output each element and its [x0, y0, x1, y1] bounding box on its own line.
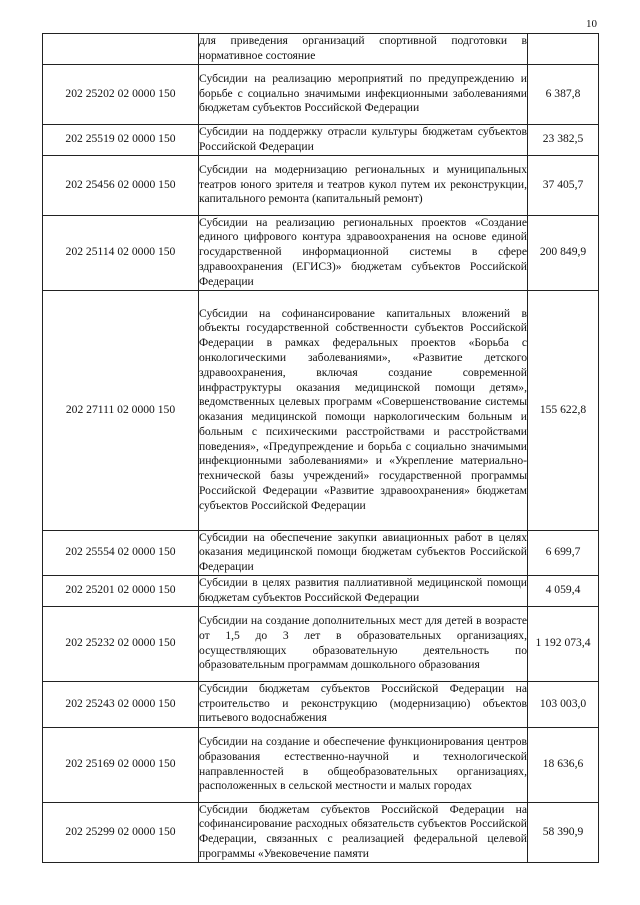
amount-cell: 18 636,6	[528, 727, 599, 802]
budget-code-cell: 202 25202 02 0000 150	[43, 64, 199, 124]
amount-cell: 1 192 073,4	[528, 606, 599, 681]
amount-cell: 155 622,8	[528, 290, 599, 530]
description-cell: Субсидии на софинансирование капитальных вложений в объекты государственной собственности субъектов Российской Федерации в рамках федеральных проектов «Борьба с онкологическими заболеваниями», «Развитие детского здравоохранения, включая создание современной инфраструктуры оказания медицинской помощи детям», ведомственных целевых программ «Совершенствование системы оказания медицинской помощи наркологическим больным и больным с психическими расстройствами и расстройствами поведения», «Предупреждение и борьба с социально значимыми инфекционными заболеваниями» и «Укрепление материально-технической базы учреждений» государственной программы Российской Федерации «Развитие здравоохранения» бюджетам субъектов Российской Федерации	[199, 290, 528, 530]
budget-code-cell: 202 25519 02 0000 150	[43, 124, 199, 155]
amount-cell: 37 405,7	[528, 155, 599, 215]
budget-code-cell: 202 25201 02 0000 150	[43, 575, 199, 606]
description-cell: Субсидии на поддержку отрасли культуры бюджетам субъектов Российской Федерации	[199, 124, 528, 155]
description-cell: Субсидии на реализацию региональных проектов «Создание единого цифрового контура здравоохранения на основе единой государственной информационной системы в сфере здравоохранения (ЕГИСЗ)» бюджетам субъектов Российской Федерации	[199, 215, 528, 290]
amount-cell: 58 390,9	[528, 802, 599, 862]
budget-code-cell: 202 25114 02 0000 150	[43, 215, 199, 290]
table-row	[43, 155, 599, 215]
description-cell: Субсидии бюджетам субъектов Российской Федерации на строительство и реконструкцию (модернизацию) объектов питьевого водоснабжения	[199, 681, 528, 727]
budget-code-cell: 202 25456 02 0000 150	[43, 155, 199, 215]
description-cell: для приведения организаций спортивной подготовки в нормативное состояние	[199, 34, 528, 65]
table-row	[43, 727, 599, 802]
table-row	[43, 575, 599, 606]
amount-cell: 200 849,9	[528, 215, 599, 290]
budget-code-cell: 202 25169 02 0000 150	[43, 727, 199, 802]
amount-cell: 103 003,0	[528, 681, 599, 727]
table-row	[43, 215, 599, 290]
table-row	[43, 802, 599, 862]
budget-code-cell	[43, 34, 199, 65]
description-cell: Субсидии на модернизацию региональных и муниципальных театров юного зрителя и театров кукол путем их реконструкции, капитального ремонта (капитальный ремонт)	[199, 155, 528, 215]
budget-code-cell: 202 25299 02 0000 150	[43, 802, 199, 862]
amount-cell: 6 387,8	[528, 64, 599, 124]
table-row	[43, 64, 599, 124]
amount-cell: 4 059,4	[528, 575, 599, 606]
budget-code-cell: 202 25554 02 0000 150	[43, 530, 199, 575]
page-number: 10	[586, 18, 597, 30]
amount-cell: 23 382,5	[528, 124, 599, 155]
table-row	[43, 124, 599, 155]
budget-code-cell: 202 27111 02 0000 150	[43, 290, 199, 530]
description-cell: Субсидии в целях развития паллиативной медицинской помощи бюджетам субъектов Российской Федерации	[199, 575, 528, 606]
table-row	[43, 530, 599, 575]
table-row	[43, 34, 599, 65]
table-row	[43, 606, 599, 681]
budget-subsidies-table	[42, 33, 599, 863]
amount-cell: 6 699,7	[528, 530, 599, 575]
amount-cell	[528, 34, 599, 65]
description-cell: Субсидии на создание и обеспечение функционирования центров образования естественно-научной и технологической направленностей в общеобразовательных организациях, расположенных в сельской местности и малых городах	[199, 727, 528, 802]
description-cell: Субсидии на обеспечение закупки авиационных работ в целях оказания медицинской помощи бюджетам субъектов Российской Федерации	[199, 530, 528, 575]
budget-code-cell: 202 25243 02 0000 150	[43, 681, 199, 727]
table-row	[43, 681, 599, 727]
table-row	[43, 290, 599, 530]
description-cell: Субсидии на создание дополнительных мест для детей в возрасте от 1,5 до 3 лет в образовательных организациях, осуществляющих образовательную деятельность по образовательным программам дошкольного образования	[199, 606, 528, 681]
description-cell: Субсидии бюджетам субъектов Российской Федерации на софинансирование расходных обязательств субъектов Российской Федерации, связанных с реализацией федеральной целевой программы «Увековечение памяти	[199, 802, 528, 862]
budget-code-cell: 202 25232 02 0000 150	[43, 606, 199, 681]
description-cell: Субсидии на реализацию мероприятий по предупреждению и борьбе с социально значимыми инфекционными заболеваниями бюджетам субъектов Российской Федерации	[199, 64, 528, 124]
